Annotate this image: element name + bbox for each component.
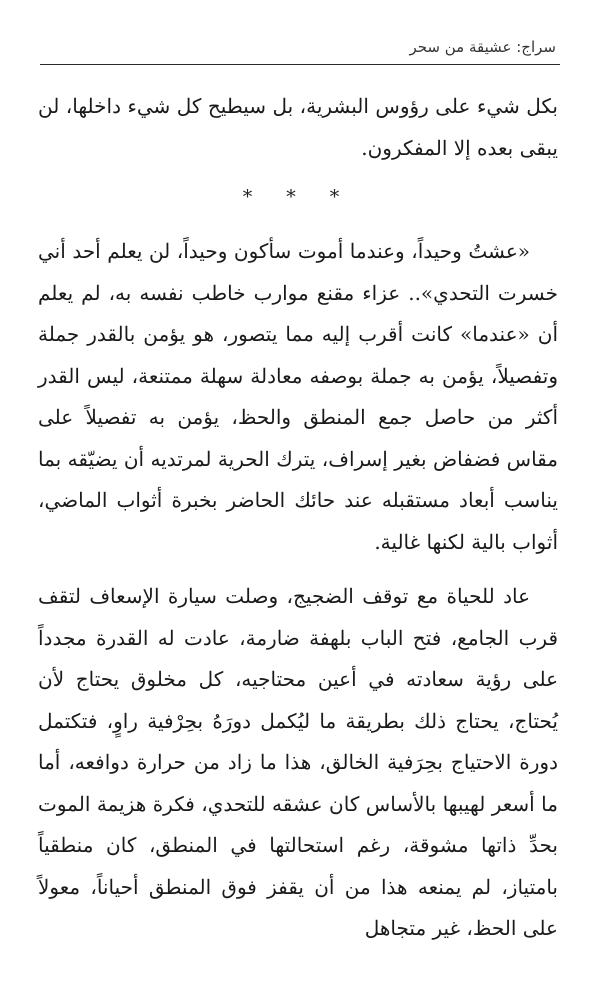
running-head: سراج: عشيقة من سحر [409, 38, 556, 56]
paragraph-2: «عشتُ وحيداً، وعندما أموت سأكون وحيداً، لن يعلم أحد أني خسرت التحدي».. عزاء مقنع موارب خاطب نفسه به، لم يعلم أن «عندما» كانت أقرب إليه مما يتصور، هو يؤمن بالقدر جملة وتفصيلاً، يؤمن به جملة بوصفه معادلة سهلة ممتنعة، ليس القدر أكثر من حاصل جمع المنطق والحظ، يؤمن به تفصيلاً على مقاس فضفاض بغير إسراف، يترك الحرية لمرتديه أن يضيّقه بما يناسب أبعاد مستقبله عند حائك الحاضر بخبرة أثواب الماضي، أثواب بالية لكنها غالية. [38, 239, 558, 554]
paragraph-1: بكل شيء على رؤوس البشرية، بل سيطيح كل شيء داخلها، لن يبقى بعده إلا المفكرون. [38, 94, 558, 160]
section-separator: * * * [242, 186, 354, 208]
page-body [38, 86, 558, 950]
paragraph-3: عاد للحياة مع توقف الضجيج، وصلت سيارة الإسعاف لتقف قرب الجامع، فتح الباب بلهفة ضارمة، عادت له القدرة مجدداً على رؤية سعادته في أعين محتاجيه، كل مخلوق يحتاج لأن يُحتاج، يحتاج ذلك بطريقة ما ليُكمل دورَهُ بحِرْفية راوٍ، فتكتمل دورة الاحتياج بحِرَفية الخالق، هذا ما زاد من حرارة دوافعه، أما ما أسعر لهيبها بالأساس كان عشقه للتحدي، فكرة هزيمة الموت بحدِّ ذاتها مشوقة، رغم استحالتها في المنطق، كان منطقياً بامتياز، لم يمنعه هذا من أن يقفز فوق المنطق أحياناً، معولاً على الحظ، غير متجاهل [38, 584, 559, 940]
page-header [40, 34, 560, 65]
